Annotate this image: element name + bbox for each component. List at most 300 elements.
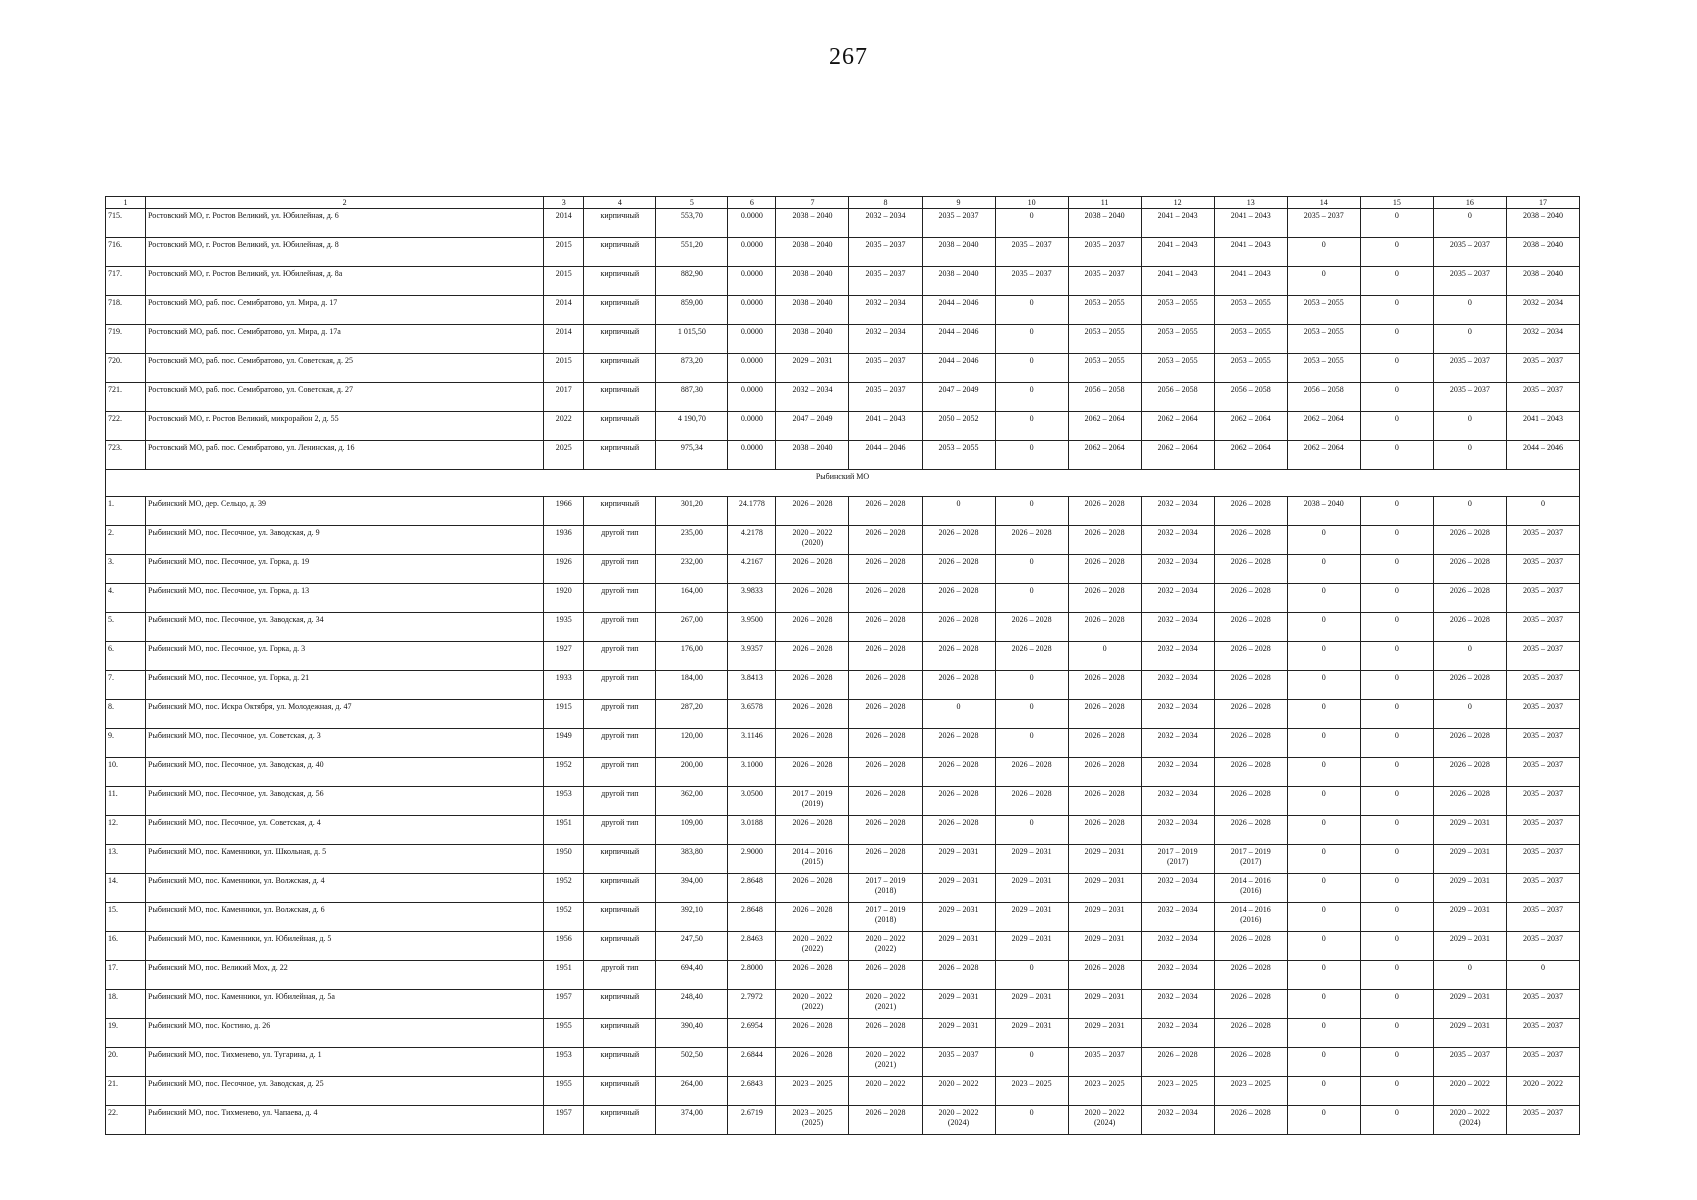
cell-period-15: 0 bbox=[1360, 1077, 1433, 1106]
cell-area: 200,00 bbox=[656, 758, 728, 787]
table-row bbox=[106, 354, 1580, 383]
cell-period-8: 2032 – 2034 bbox=[849, 296, 922, 325]
cell-period-15: 0 bbox=[1360, 671, 1433, 700]
cell-period-9: 2044 – 2046 bbox=[922, 325, 995, 354]
cell-period-7: 2032 – 2034 bbox=[776, 383, 849, 412]
cell-period-7: 2023 – 2025 bbox=[776, 1077, 849, 1106]
cell-period-13: 2026 – 2028 bbox=[1214, 526, 1287, 555]
cell-year-built: 1956 bbox=[544, 932, 584, 961]
cell-period-7: 2017 – 2019 (2019) bbox=[776, 787, 849, 816]
cell-address: Ростовский МО, раб. пос. Семибратово, ул. Советская, д. 27 bbox=[146, 383, 544, 412]
cell-year-built: 1915 bbox=[544, 700, 584, 729]
cell-address: Рыбинский МО, пос. Искра Октября, ул. Молодежная, д. 47 bbox=[146, 700, 544, 729]
cell-period-8: 2035 – 2037 bbox=[849, 383, 922, 412]
cell-area: 248,40 bbox=[656, 990, 728, 1019]
cell-period-12: 2032 – 2034 bbox=[1141, 700, 1214, 729]
cell-period-12: 2032 – 2034 bbox=[1141, 613, 1214, 642]
cell-period-15: 0 bbox=[1360, 787, 1433, 816]
cell-area: 882,90 bbox=[656, 267, 728, 296]
cell-period-8: 2026 – 2028 bbox=[849, 613, 922, 642]
cell-period-11: 2026 – 2028 bbox=[1068, 584, 1141, 613]
cell-wall-material: другой тип bbox=[584, 787, 656, 816]
cell-period-16: 2020 – 2022 (2024) bbox=[1433, 1106, 1506, 1135]
cell-period-17: 2035 – 2037 bbox=[1506, 700, 1579, 729]
cell-area: 362,00 bbox=[656, 787, 728, 816]
table-row bbox=[106, 961, 1580, 990]
cell-period-10: 0 bbox=[995, 729, 1068, 758]
cell-wall-material: кирпичный bbox=[584, 990, 656, 1019]
cell-wall-material: кирпичный bbox=[584, 1019, 656, 1048]
cell-wall-material: кирпичный bbox=[584, 441, 656, 470]
cell-year-built: 2015 bbox=[544, 267, 584, 296]
cell-index: 4.2178 bbox=[728, 526, 776, 555]
cell-index: 2.6954 bbox=[728, 1019, 776, 1048]
cell-period-9: 2050 – 2052 bbox=[922, 412, 995, 441]
cell-area: 235,00 bbox=[656, 526, 728, 555]
cell-period-10: 0 bbox=[995, 325, 1068, 354]
cell-index: 24.1778 bbox=[728, 497, 776, 526]
cell-period-10: 0 bbox=[995, 671, 1068, 700]
cell-period-11: 2053 – 2055 bbox=[1068, 354, 1141, 383]
cell-period-9: 2038 – 2040 bbox=[922, 267, 995, 296]
cell-period-11: 2026 – 2028 bbox=[1068, 671, 1141, 700]
cell-period-7: 2026 – 2028 bbox=[776, 584, 849, 613]
cell-year-built: 2015 bbox=[544, 238, 584, 267]
cell-period-14: 0 bbox=[1287, 1077, 1360, 1106]
cell-wall-material: кирпичный bbox=[584, 238, 656, 267]
cell-index: 3.9833 bbox=[728, 584, 776, 613]
cell-period-10: 0 bbox=[995, 354, 1068, 383]
cell-period-17: 2035 – 2037 bbox=[1506, 383, 1579, 412]
data-table-container bbox=[105, 196, 1580, 1135]
cell-period-14: 0 bbox=[1287, 787, 1360, 816]
cell-period-15: 0 bbox=[1360, 642, 1433, 671]
cell-area: 553,70 bbox=[656, 209, 728, 238]
cell-period-16: 2026 – 2028 bbox=[1433, 526, 1506, 555]
cell-area: 267,00 bbox=[656, 613, 728, 642]
cell-period-8: 2026 – 2028 bbox=[849, 700, 922, 729]
table-row bbox=[106, 383, 1580, 412]
cell-period-17: 2035 – 2037 bbox=[1506, 584, 1579, 613]
cell-period-15: 0 bbox=[1360, 758, 1433, 787]
cell-wall-material: кирпичный bbox=[584, 267, 656, 296]
cell-period-8: 2026 – 2028 bbox=[849, 845, 922, 874]
cell-address: Рыбинский МО, пос. Каменники, ул. Юбилейная, д. 5а bbox=[146, 990, 544, 1019]
cell-year-built: 1953 bbox=[544, 787, 584, 816]
cell-period-7: 2026 – 2028 bbox=[776, 497, 849, 526]
cell-row-number: 723. bbox=[106, 441, 146, 470]
cell-address: Рыбинский МО, дер. Сельцо, д. 39 bbox=[146, 497, 544, 526]
cell-index: 0.0000 bbox=[728, 267, 776, 296]
cell-period-14: 0 bbox=[1287, 642, 1360, 671]
cell-period-14: 0 bbox=[1287, 758, 1360, 787]
cell-period-10: 0 bbox=[995, 816, 1068, 845]
cell-index: 2.8000 bbox=[728, 961, 776, 990]
cell-period-12: 2032 – 2034 bbox=[1141, 1106, 1214, 1135]
cell-period-14: 2062 – 2064 bbox=[1287, 412, 1360, 441]
cell-period-9: 2026 – 2028 bbox=[922, 613, 995, 642]
cell-period-8: 2017 – 2019 (2018) bbox=[849, 903, 922, 932]
cell-wall-material: кирпичный bbox=[584, 1048, 656, 1077]
cell-index: 0.0000 bbox=[728, 296, 776, 325]
cell-address: Рыбинский МО, пос. Песочное, ул. Горка, д. 13 bbox=[146, 584, 544, 613]
cell-period-16: 0 bbox=[1433, 209, 1506, 238]
cell-period-10: 2026 – 2028 bbox=[995, 613, 1068, 642]
cell-period-15: 0 bbox=[1360, 325, 1433, 354]
cell-index: 0.0000 bbox=[728, 209, 776, 238]
cell-period-15: 0 bbox=[1360, 412, 1433, 441]
cell-period-14: 0 bbox=[1287, 700, 1360, 729]
cell-area: 859,00 bbox=[656, 296, 728, 325]
cell-period-12: 2032 – 2034 bbox=[1141, 990, 1214, 1019]
table-header-row bbox=[106, 197, 1580, 209]
cell-period-10: 0 bbox=[995, 584, 1068, 613]
cell-period-15: 0 bbox=[1360, 209, 1433, 238]
cell-address: Рыбинский МО, пос. Песочное, ул. Горка, д. 19 bbox=[146, 555, 544, 584]
cell-period-12: 2032 – 2034 bbox=[1141, 1019, 1214, 1048]
cell-area: 975,34 bbox=[656, 441, 728, 470]
cell-period-14: 0 bbox=[1287, 584, 1360, 613]
cell-area: 394,00 bbox=[656, 874, 728, 903]
cell-address: Рыбинский МО, пос. Костино, д. 26 bbox=[146, 1019, 544, 1048]
table-row bbox=[106, 296, 1580, 325]
cell-period-13: 2026 – 2028 bbox=[1214, 758, 1287, 787]
cell-period-15: 0 bbox=[1360, 932, 1433, 961]
cell-address: Ростовский МО, г. Ростов Великий, микрорайон 2, д. 55 bbox=[146, 412, 544, 441]
cell-period-8: 2026 – 2028 bbox=[849, 584, 922, 613]
cell-period-9: 2026 – 2028 bbox=[922, 642, 995, 671]
cell-period-8: 2035 – 2037 bbox=[849, 238, 922, 267]
cell-period-9: 2026 – 2028 bbox=[922, 526, 995, 555]
cell-period-13: 2053 – 2055 bbox=[1214, 325, 1287, 354]
cell-period-8: 2020 – 2022 bbox=[849, 1077, 922, 1106]
cell-period-7: 2038 – 2040 bbox=[776, 267, 849, 296]
cell-row-number: 21. bbox=[106, 1077, 146, 1106]
cell-period-13: 2026 – 2028 bbox=[1214, 1106, 1287, 1135]
cell-period-13: 2062 – 2064 bbox=[1214, 441, 1287, 470]
cell-period-15: 0 bbox=[1360, 441, 1433, 470]
cell-area: 109,00 bbox=[656, 816, 728, 845]
cell-period-13: 2026 – 2028 bbox=[1214, 729, 1287, 758]
cell-index: 2.7972 bbox=[728, 990, 776, 1019]
cell-period-10: 2029 – 2031 bbox=[995, 932, 1068, 961]
cell-period-14: 0 bbox=[1287, 671, 1360, 700]
cell-period-11: 2020 – 2022 (2024) bbox=[1068, 1106, 1141, 1135]
cell-address: Рыбинский МО, пос. Песочное, ул. Советская, д. 4 bbox=[146, 816, 544, 845]
cell-period-17: 0 bbox=[1506, 497, 1579, 526]
cell-wall-material: другой тип bbox=[584, 961, 656, 990]
cell-period-8: 2020 – 2022 (2022) bbox=[849, 932, 922, 961]
cell-period-10: 2029 – 2031 bbox=[995, 874, 1068, 903]
cell-period-12: 2032 – 2034 bbox=[1141, 642, 1214, 671]
cell-period-9: 2026 – 2028 bbox=[922, 729, 995, 758]
section-row bbox=[106, 470, 1580, 497]
cell-year-built: 1950 bbox=[544, 845, 584, 874]
table-row bbox=[106, 990, 1580, 1019]
cell-year-built: 1952 bbox=[544, 758, 584, 787]
cell-period-11: 2038 – 2040 bbox=[1068, 209, 1141, 238]
cell-row-number: 716. bbox=[106, 238, 146, 267]
cell-index: 3.6578 bbox=[728, 700, 776, 729]
cell-period-7: 2020 – 2022 (2020) bbox=[776, 526, 849, 555]
cell-period-8: 2020 – 2022 (2021) bbox=[849, 990, 922, 1019]
cell-period-15: 0 bbox=[1360, 1048, 1433, 1077]
cell-period-14: 2053 – 2055 bbox=[1287, 325, 1360, 354]
cell-index: 0.0000 bbox=[728, 441, 776, 470]
cell-address: Рыбинский МО, пос. Тихменево, ул. Тугарина, д. 1 bbox=[146, 1048, 544, 1077]
cell-period-10: 0 bbox=[995, 1106, 1068, 1135]
cell-period-7: 2026 – 2028 bbox=[776, 1048, 849, 1077]
cell-period-10: 2029 – 2031 bbox=[995, 1019, 1068, 1048]
cell-period-15: 0 bbox=[1360, 267, 1433, 296]
cell-period-9: 2026 – 2028 bbox=[922, 584, 995, 613]
cell-period-13: 2026 – 2028 bbox=[1214, 816, 1287, 845]
cell-year-built: 1951 bbox=[544, 961, 584, 990]
cell-period-8: 2026 – 2028 bbox=[849, 497, 922, 526]
cell-year-built: 1955 bbox=[544, 1077, 584, 1106]
cell-period-16: 0 bbox=[1433, 441, 1506, 470]
cell-year-built: 2014 bbox=[544, 325, 584, 354]
cell-period-11: 2053 – 2055 bbox=[1068, 296, 1141, 325]
cell-row-number: 15. bbox=[106, 903, 146, 932]
cell-period-16: 2026 – 2028 bbox=[1433, 729, 1506, 758]
cell-area: 390,40 bbox=[656, 1019, 728, 1048]
cell-period-12: 2056 – 2058 bbox=[1141, 383, 1214, 412]
cell-period-12: 2032 – 2034 bbox=[1141, 787, 1214, 816]
cell-period-13: 2053 – 2055 bbox=[1214, 354, 1287, 383]
table-row bbox=[106, 1106, 1580, 1135]
table-row bbox=[106, 1048, 1580, 1077]
column-number-13: 13 bbox=[1214, 197, 1287, 209]
cell-period-7: 2026 – 2028 bbox=[776, 903, 849, 932]
cell-period-11: 2026 – 2028 bbox=[1068, 758, 1141, 787]
cell-period-16: 0 bbox=[1433, 497, 1506, 526]
cell-row-number: 5. bbox=[106, 613, 146, 642]
cell-index: 3.1146 bbox=[728, 729, 776, 758]
cell-period-11: 2062 – 2064 bbox=[1068, 412, 1141, 441]
cell-period-13: 2026 – 2028 bbox=[1214, 584, 1287, 613]
cell-period-12: 2032 – 2034 bbox=[1141, 932, 1214, 961]
cell-period-16: 0 bbox=[1433, 325, 1506, 354]
cell-area: 392,10 bbox=[656, 903, 728, 932]
data-table bbox=[105, 196, 1580, 1135]
cell-area: 176,00 bbox=[656, 642, 728, 671]
cell-address: Ростовский МО, г. Ростов Великий, ул. Юбилейная, д. 8 bbox=[146, 238, 544, 267]
table-row bbox=[106, 267, 1580, 296]
cell-index: 0.0000 bbox=[728, 354, 776, 383]
cell-period-11: 2026 – 2028 bbox=[1068, 555, 1141, 584]
cell-period-9: 0 bbox=[922, 497, 995, 526]
cell-period-10: 0 bbox=[995, 1048, 1068, 1077]
cell-row-number: 20. bbox=[106, 1048, 146, 1077]
cell-year-built: 2014 bbox=[544, 296, 584, 325]
cell-period-17: 2041 – 2043 bbox=[1506, 412, 1579, 441]
cell-period-17: 2035 – 2037 bbox=[1506, 845, 1579, 874]
cell-period-12: 2032 – 2034 bbox=[1141, 555, 1214, 584]
cell-period-17: 2038 – 2040 bbox=[1506, 209, 1579, 238]
cell-row-number: 7. bbox=[106, 671, 146, 700]
column-number-4: 4 bbox=[584, 197, 656, 209]
cell-period-12: 2032 – 2034 bbox=[1141, 758, 1214, 787]
cell-period-11: 2035 – 2037 bbox=[1068, 238, 1141, 267]
cell-row-number: 6. bbox=[106, 642, 146, 671]
cell-period-13: 2014 – 2016 (2016) bbox=[1214, 903, 1287, 932]
cell-period-13: 2056 – 2058 bbox=[1214, 383, 1287, 412]
cell-period-8: 2017 – 2019 (2018) bbox=[849, 874, 922, 903]
cell-period-9: 0 bbox=[922, 700, 995, 729]
column-number-7: 7 bbox=[776, 197, 849, 209]
cell-address: Рыбинский МО, пос. Каменники, ул. Юбилейная, д. 5 bbox=[146, 932, 544, 961]
cell-period-11: 2026 – 2028 bbox=[1068, 787, 1141, 816]
cell-wall-material: другой тип bbox=[584, 526, 656, 555]
cell-address: Рыбинский МО, пос. Песочное, ул. Заводская, д. 9 bbox=[146, 526, 544, 555]
cell-period-7: 2038 – 2040 bbox=[776, 296, 849, 325]
column-number-3: 3 bbox=[544, 197, 584, 209]
cell-row-number: 717. bbox=[106, 267, 146, 296]
cell-period-8: 2020 – 2022 (2021) bbox=[849, 1048, 922, 1077]
cell-period-17: 2032 – 2034 bbox=[1506, 296, 1579, 325]
cell-period-7: 2026 – 2028 bbox=[776, 874, 849, 903]
cell-period-17: 2035 – 2037 bbox=[1506, 671, 1579, 700]
cell-address: Ростовский МО, г. Ростов Великий, ул. Юбилейная, д. 8а bbox=[146, 267, 544, 296]
cell-period-14: 0 bbox=[1287, 874, 1360, 903]
cell-period-11: 2029 – 2031 bbox=[1068, 932, 1141, 961]
cell-period-16: 2029 – 2031 bbox=[1433, 903, 1506, 932]
column-number-15: 15 bbox=[1360, 197, 1433, 209]
cell-period-9: 2026 – 2028 bbox=[922, 671, 995, 700]
cell-period-16: 2026 – 2028 bbox=[1433, 758, 1506, 787]
cell-wall-material: другой тип bbox=[584, 584, 656, 613]
table-row bbox=[106, 729, 1580, 758]
cell-area: 184,00 bbox=[656, 671, 728, 700]
cell-row-number: 718. bbox=[106, 296, 146, 325]
cell-period-10: 0 bbox=[995, 961, 1068, 990]
cell-period-14: 2062 – 2064 bbox=[1287, 441, 1360, 470]
cell-period-10: 0 bbox=[995, 555, 1068, 584]
table-row bbox=[106, 845, 1580, 874]
cell-period-10: 0 bbox=[995, 441, 1068, 470]
cell-wall-material: другой тип bbox=[584, 555, 656, 584]
cell-period-8: 2026 – 2028 bbox=[849, 671, 922, 700]
cell-area: 120,00 bbox=[656, 729, 728, 758]
cell-period-15: 0 bbox=[1360, 961, 1433, 990]
cell-period-17: 2044 – 2046 bbox=[1506, 441, 1579, 470]
cell-period-10: 2026 – 2028 bbox=[995, 758, 1068, 787]
cell-index: 2.8648 bbox=[728, 903, 776, 932]
cell-period-15: 0 bbox=[1360, 700, 1433, 729]
cell-period-7: 2038 – 2040 bbox=[776, 238, 849, 267]
cell-period-7: 2026 – 2028 bbox=[776, 816, 849, 845]
cell-period-9: 2026 – 2028 bbox=[922, 758, 995, 787]
cell-period-14: 2053 – 2055 bbox=[1287, 354, 1360, 383]
cell-period-17: 2035 – 2037 bbox=[1506, 526, 1579, 555]
cell-period-12: 2032 – 2034 bbox=[1141, 671, 1214, 700]
cell-address: Рыбинский МО, пос. Песочное, ул. Заводская, д. 56 bbox=[146, 787, 544, 816]
cell-wall-material: другой тип bbox=[584, 700, 656, 729]
cell-period-11: 2029 – 2031 bbox=[1068, 903, 1141, 932]
table-row bbox=[106, 903, 1580, 932]
cell-period-8: 2026 – 2028 bbox=[849, 555, 922, 584]
cell-period-7: 2026 – 2028 bbox=[776, 700, 849, 729]
cell-year-built: 1952 bbox=[544, 874, 584, 903]
cell-period-9: 2020 – 2022 bbox=[922, 1077, 995, 1106]
cell-period-15: 0 bbox=[1360, 555, 1433, 584]
cell-period-12: 2053 – 2055 bbox=[1141, 354, 1214, 383]
cell-period-13: 2026 – 2028 bbox=[1214, 671, 1287, 700]
cell-period-14: 0 bbox=[1287, 267, 1360, 296]
cell-period-8: 2026 – 2028 bbox=[849, 961, 922, 990]
table-row bbox=[106, 325, 1580, 354]
cell-year-built: 2025 bbox=[544, 441, 584, 470]
cell-period-9: 2035 – 2037 bbox=[922, 1048, 995, 1077]
cell-year-built: 2017 bbox=[544, 383, 584, 412]
cell-period-8: 2035 – 2037 bbox=[849, 354, 922, 383]
cell-period-10: 2029 – 2031 bbox=[995, 990, 1068, 1019]
cell-area: 694,40 bbox=[656, 961, 728, 990]
cell-period-15: 0 bbox=[1360, 383, 1433, 412]
cell-year-built: 1957 bbox=[544, 1106, 584, 1135]
cell-period-11: 2023 – 2025 bbox=[1068, 1077, 1141, 1106]
cell-index: 0.0000 bbox=[728, 412, 776, 441]
cell-period-14: 0 bbox=[1287, 555, 1360, 584]
cell-wall-material: кирпичный bbox=[584, 903, 656, 932]
cell-period-8: 2041 – 2043 bbox=[849, 412, 922, 441]
cell-period-14: 0 bbox=[1287, 613, 1360, 642]
table-row bbox=[106, 671, 1580, 700]
cell-period-9: 2026 – 2028 bbox=[922, 555, 995, 584]
table-row bbox=[106, 584, 1580, 613]
cell-period-15: 0 bbox=[1360, 497, 1433, 526]
cell-area: 873,20 bbox=[656, 354, 728, 383]
cell-row-number: 10. bbox=[106, 758, 146, 787]
cell-address: Ростовский МО, раб. пос. Семибратово, ул. Советская, д. 25 bbox=[146, 354, 544, 383]
column-number-17: 17 bbox=[1506, 197, 1579, 209]
cell-area: 551,20 bbox=[656, 238, 728, 267]
cell-period-10: 0 bbox=[995, 296, 1068, 325]
cell-period-8: 2044 – 2046 bbox=[849, 441, 922, 470]
cell-period-10: 0 bbox=[995, 412, 1068, 441]
cell-period-12: 2032 – 2034 bbox=[1141, 584, 1214, 613]
cell-period-13: 2026 – 2028 bbox=[1214, 961, 1287, 990]
cell-period-16: 0 bbox=[1433, 296, 1506, 325]
cell-row-number: 719. bbox=[106, 325, 146, 354]
cell-area: 264,00 bbox=[656, 1077, 728, 1106]
cell-index: 0.0000 bbox=[728, 238, 776, 267]
cell-period-10: 2029 – 2031 bbox=[995, 845, 1068, 874]
cell-period-17: 2035 – 2037 bbox=[1506, 787, 1579, 816]
cell-period-9: 2029 – 2031 bbox=[922, 845, 995, 874]
cell-period-17: 2035 – 2037 bbox=[1506, 874, 1579, 903]
table-row bbox=[106, 787, 1580, 816]
cell-period-12: 2041 – 2043 bbox=[1141, 267, 1214, 296]
cell-period-14: 0 bbox=[1287, 526, 1360, 555]
cell-period-11: 2029 – 2031 bbox=[1068, 874, 1141, 903]
cell-period-12: 2026 – 2028 bbox=[1141, 1048, 1214, 1077]
cell-period-11: 2029 – 2031 bbox=[1068, 1019, 1141, 1048]
cell-period-7: 2026 – 2028 bbox=[776, 671, 849, 700]
cell-period-17: 2035 – 2037 bbox=[1506, 613, 1579, 642]
cell-period-16: 2026 – 2028 bbox=[1433, 555, 1506, 584]
cell-wall-material: другой тип bbox=[584, 758, 656, 787]
column-number-12: 12 bbox=[1141, 197, 1214, 209]
cell-period-11: 2026 – 2028 bbox=[1068, 613, 1141, 642]
cell-period-9: 2035 – 2037 bbox=[922, 209, 995, 238]
cell-area: 232,00 bbox=[656, 555, 728, 584]
cell-index: 2.6843 bbox=[728, 1077, 776, 1106]
table-row bbox=[106, 441, 1580, 470]
cell-period-17: 2038 – 2040 bbox=[1506, 267, 1579, 296]
cell-period-9: 2044 – 2046 bbox=[922, 296, 995, 325]
